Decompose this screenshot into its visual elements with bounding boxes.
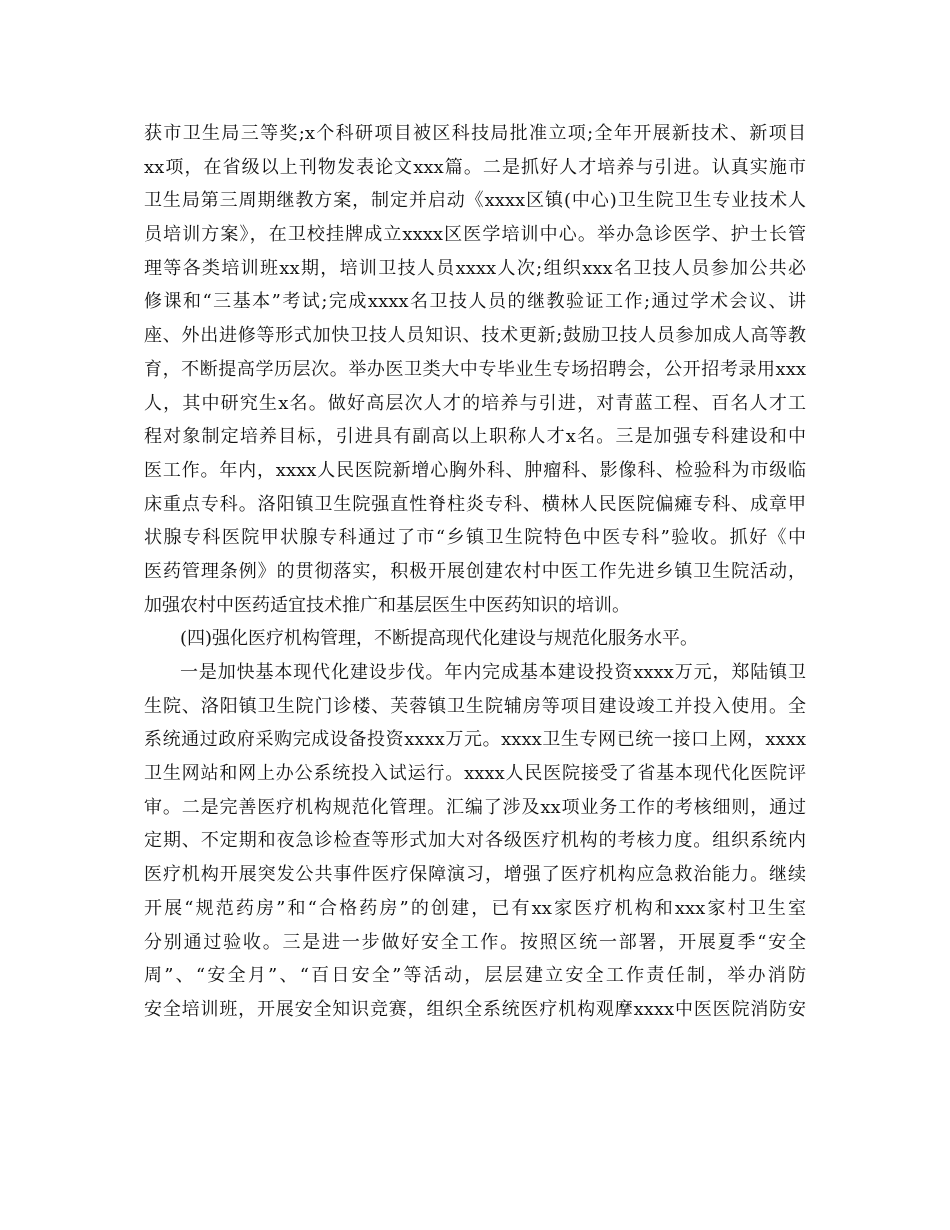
text-line: 安全培训班，开展安全知识竞赛，组织全系统医疗机构观摩xxxx中医医院消防安 [144, 998, 806, 1020]
text-line: 定期、不定期和夜急诊检查等形式加大对各级医疗机构的考核力度。组织系统内 [144, 830, 806, 852]
text-line: 医工作。年内，xxxx人民医院新增心胸外科、肿瘤科、影像科、检验科为市级临 [144, 459, 806, 481]
text-line: 审。二是完善医疗机构规范化管理。汇编了涉及xx项业务工作的考核细则，通过 [144, 796, 806, 818]
text-line: 卫生局第三周期继教方案，制定并启动《xxxx区镇(中心)卫生院卫生专业技术人 [144, 190, 806, 212]
text-line: 医疗机构开展突发公共事件医疗保障演习，增强了医疗机构应急救治能力。继续 [144, 864, 806, 886]
text-line: 状腺专科医院甲状腺专科通过了市“乡镇卫生院特色中医专科”验收。抓好《中 [144, 527, 806, 549]
text-line: 一是加快基本现代化建设步伐。年内完成基本建设投资xxxx万元，郑陆镇卫 [180, 662, 806, 683]
text-line: 周”、“安全月”、“百日安全”等活动，层层建立安全工作责任制，举办消防 [144, 965, 806, 987]
text-line: 座、外出进修等形式加快卫技人员知识、技术更新;鼓励卫技人员参加成人高等教 [144, 325, 806, 347]
text-line: 育，不断提高学历层次。举办医卫类大中专毕业生专场招聘会，公开招考录用xxx [144, 358, 806, 380]
text-line: 开展“规范药房”和“合格药房”的创建，已有xx家医疗机构和xxx家村卫生室 [144, 897, 806, 919]
text-line: (四)强化医疗机构管理，不断提高现代化建设与规范化服务水平。 [180, 628, 699, 650]
text-line: 生院、洛阳镇卫生院门诊楼、芙蓉镇卫生院辅房等项目建设竣工并投入使用。全 [144, 695, 806, 717]
text-line: 程对象制定培养目标，引进具有副高以上职称人才x名。三是加强专科建设和中 [144, 426, 806, 448]
text-line: xx项，在省级以上刊物发表论文xxx篇。二是抓好人才培养与引进。认真实施市 [144, 156, 806, 178]
text-line: 医药管理条例》的贯彻落实，积极开展创建农村中医工作先进乡镇卫生院活动， [144, 560, 806, 582]
text-line: 系统通过政府采购完成设备投资xxxx万元。xxxx卫生专网已统一接口上网，xxxx [144, 729, 806, 751]
text-line: 修课和“三基本”考试;完成xxxx名卫技人员的继教验证工作;通过学术会议、讲 [144, 291, 806, 313]
text-line: 床重点专科。洛阳镇卫生院强直性脊柱炎专科、横林人民医院偏瘫专科、成章甲 [144, 493, 806, 515]
body-text [144, 117, 806, 1027]
text-line: 卫生网站和网上办公系统投入试运行。xxxx人民医院接受了省基本现代化医院评 [144, 763, 806, 785]
text-line: 人，其中研究生x名。做好高层次人才的培养与引进，对青蓝工程、百名人才工 [144, 392, 806, 414]
text-line: 理等各类培训班xx期，培训卫技人员xxxx人次;组织xxx名卫技人员参加公共必 [144, 257, 806, 279]
text-line: 获市卫生局三等奖;x个科研项目被区科技局批准立项;全年开展新技术、新项目 [144, 123, 806, 144]
text-line: 加强农村中医药适宜技术推广和基层医生中医药知识的培训。 [144, 594, 630, 616]
text-line: 员培训方案》，在卫校挂牌成立xxxx区医学培训中心。举办急诊医学、护士长管 [144, 224, 806, 246]
text-line: 分别通过验收。三是进一步做好安全工作。按照区统一部署，开展夏季“安全 [144, 931, 806, 953]
